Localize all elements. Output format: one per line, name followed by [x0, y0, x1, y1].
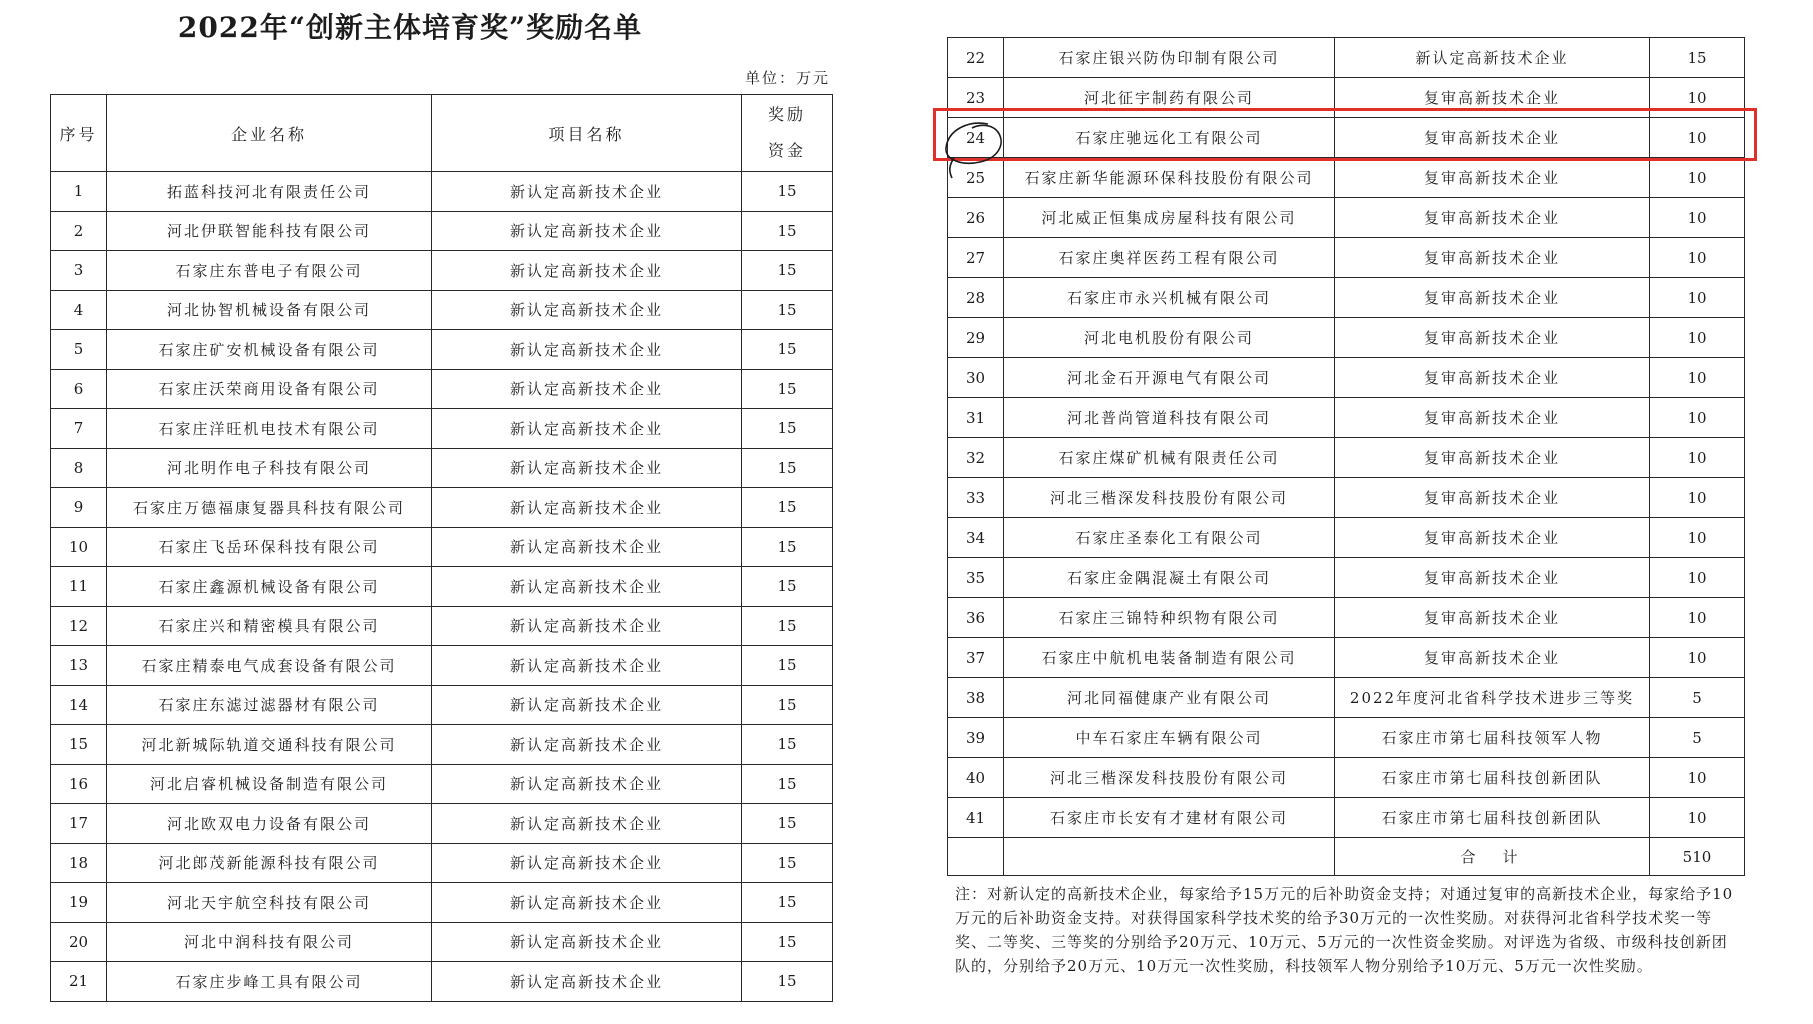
row-amount: 10: [1650, 358, 1745, 398]
header-award: [742, 95, 833, 172]
table-row: [51, 527, 833, 567]
footnote: 注：对新认定的高新技术企业，每家给予15万元的后补助资金支持；对通过复审的高新技术企业，每家给予10万元的后补助资金支持。对获得国家科学技术奖的给予30万元的一次性奖励。对获得河北省科学技术奖一等奖、二等奖、三等奖的分别给予20万元、10万元、5万元的一次性资金奖励。对评选为省级、市级科技创新团队的，分别给予20万元、10万元一次性奖励，科技领军人物分别给予10万元、5万元一次性奖励。: [955, 885, 1734, 975]
row-company: 石家庄市长安有才建材有限公司: [1004, 798, 1335, 838]
row-company: 河北电机股份有限公司: [1004, 318, 1335, 358]
table-row: [51, 330, 833, 370]
table-row: [51, 369, 833, 409]
row-project: 新认定高新技术企业: [432, 883, 742, 923]
award-table-left: [50, 94, 833, 1002]
row-company: 石家庄奥祥医药工程有限公司: [1004, 238, 1335, 278]
row-index: 14: [51, 685, 107, 725]
row-amount: 15: [742, 843, 833, 883]
row-company: 石家庄东滤过滤器材有限公司: [107, 685, 432, 725]
table-row: [948, 398, 1745, 438]
row-project: 新认定高新技术企业: [432, 488, 742, 528]
row-project: 新认定高新技术企业: [432, 330, 742, 370]
row-project: 复审高新技术企业: [1335, 438, 1650, 478]
row-company: 石家庄飞岳环保科技有限公司: [107, 527, 432, 567]
table-row: [948, 798, 1745, 838]
row-amount: 15: [742, 764, 833, 804]
row-project: 新认定高新技术企业: [432, 290, 742, 330]
table-row: [51, 883, 833, 923]
row-index: 1: [51, 172, 107, 212]
row-project: 复审高新技术企业: [1335, 358, 1650, 398]
row-index: 21: [51, 962, 107, 1002]
table-row: [51, 488, 833, 528]
header-index: 序号: [51, 95, 107, 172]
row-project: 新认定高新技术企业: [432, 685, 742, 725]
row-project: 新认定高新技术企业: [1335, 38, 1650, 78]
row-amount: 10: [1650, 558, 1745, 598]
row-index: 33: [948, 478, 1004, 518]
table-row: [51, 172, 833, 212]
row-project: 复审高新技术企业: [1335, 638, 1650, 678]
row-amount: 10: [1650, 438, 1745, 478]
row-index: 4: [51, 290, 107, 330]
row-amount: 10: [1650, 238, 1745, 278]
table-row: [948, 598, 1745, 638]
row-index: 26: [948, 198, 1004, 238]
row-project: 新认定高新技术企业: [432, 448, 742, 488]
row-company: 河北金石开源电气有限公司: [1004, 358, 1335, 398]
total-amount: 510: [1650, 838, 1745, 876]
row-index: 40: [948, 758, 1004, 798]
row-company: 石家庄金隅混凝土有限公司: [1004, 558, 1335, 598]
row-index: 20: [51, 922, 107, 962]
row-project: 新认定高新技术企业: [432, 843, 742, 883]
row-project: 新认定高新技术企业: [432, 764, 742, 804]
row-index: 23: [948, 78, 1004, 118]
row-company: 河北中润科技有限公司: [107, 922, 432, 962]
row-index: 2: [51, 211, 107, 251]
row-amount: 10: [1650, 158, 1745, 198]
row-index: 29: [948, 318, 1004, 358]
row-amount: 5: [1650, 718, 1745, 758]
row-index: 27: [948, 238, 1004, 278]
row-amount: 5: [1650, 678, 1745, 718]
row-company: 石家庄三锦特种织物有限公司: [1004, 598, 1335, 638]
row-index: 41: [948, 798, 1004, 838]
header-project: 项目名称: [432, 95, 742, 172]
row-amount: 10: [1650, 78, 1745, 118]
table-body-left: [51, 172, 833, 1002]
row-company: 石家庄新华能源环保科技股份有限公司: [1004, 158, 1335, 198]
row-index: 19: [51, 883, 107, 923]
row-company: 拓蓝科技河北有限责任公司: [107, 172, 432, 212]
row-project: 新认定高新技术企业: [432, 172, 742, 212]
table-row: [51, 843, 833, 883]
row-project: 复审高新技术企业: [1335, 198, 1650, 238]
row-amount: 10: [1650, 518, 1745, 558]
row-index: 24: [948, 118, 1004, 158]
row-index: 22: [948, 38, 1004, 78]
row-company: 石家庄沃荣商用设备有限公司: [107, 369, 432, 409]
row-amount: 15: [742, 883, 833, 923]
row-index: 8: [51, 448, 107, 488]
table-row: [948, 638, 1745, 678]
row-project: 新认定高新技术企业: [432, 606, 742, 646]
row-company: 石家庄兴和精密模具有限公司: [107, 606, 432, 646]
row-project: 新认定高新技术企业: [432, 804, 742, 844]
table-row: [51, 606, 833, 646]
row-project: 复审高新技术企业: [1335, 558, 1650, 598]
table-row: [51, 764, 833, 804]
row-company: 石家庄矿安机械设备有限公司: [107, 330, 432, 370]
row-amount: 15: [742, 725, 833, 765]
row-project: 复审高新技术企业: [1335, 78, 1650, 118]
row-amount: 15: [742, 369, 833, 409]
row-amount: 15: [742, 606, 833, 646]
row-index: 35: [948, 558, 1004, 598]
row-company: 河北威正恒集成房屋科技有限公司: [1004, 198, 1335, 238]
row-index: 36: [948, 598, 1004, 638]
row-index: 32: [948, 438, 1004, 478]
table-row: [51, 409, 833, 449]
row-index: 11: [51, 567, 107, 607]
row-amount: 15: [742, 330, 833, 370]
row-amount: 15: [742, 685, 833, 725]
row-amount: 10: [1650, 798, 1745, 838]
row-project: 石家庄市第七届科技创新团队: [1335, 798, 1650, 838]
row-amount: 10: [1650, 598, 1745, 638]
row-amount: 15: [742, 448, 833, 488]
table-row: [51, 290, 833, 330]
row-amount: 15: [742, 488, 833, 528]
row-company: 石家庄市永兴机械有限公司: [1004, 278, 1335, 318]
row-amount: 15: [742, 211, 833, 251]
total-empty-cell: [1004, 838, 1335, 876]
row-company: 河北普尚管道科技有限公司: [1004, 398, 1335, 438]
table-row: [948, 558, 1745, 598]
row-company: 河北同福健康产业有限公司: [1004, 678, 1335, 718]
table-row: [948, 678, 1745, 718]
table-row: [51, 646, 833, 686]
row-index: 13: [51, 646, 107, 686]
row-company: 河北启睿机械设备制造有限公司: [107, 764, 432, 804]
row-amount: 15: [742, 804, 833, 844]
header-award-line1: 奖励: [767, 105, 806, 124]
row-project: 新认定高新技术企业: [432, 962, 742, 1002]
row-amount: 15: [742, 962, 833, 1002]
row-company: 石家庄中航机电装备制造有限公司: [1004, 638, 1335, 678]
row-amount: 15: [742, 567, 833, 607]
total-empty-cell: [948, 838, 1004, 876]
row-company: 中车石家庄车辆有限公司: [1004, 718, 1335, 758]
table-row: [51, 448, 833, 488]
row-amount: 15: [742, 922, 833, 962]
row-amount: 10: [1650, 758, 1745, 798]
row-project: 新认定高新技术企业: [432, 409, 742, 449]
table-row: [51, 685, 833, 725]
row-company: 石家庄万德福康复器具科技有限公司: [107, 488, 432, 528]
row-index: 39: [948, 718, 1004, 758]
highlight-box: [933, 108, 1757, 161]
table-row: [51, 962, 833, 1002]
row-index: 5: [51, 330, 107, 370]
total-label: 合 计: [1335, 838, 1650, 876]
row-project: 复审高新技术企业: [1335, 398, 1650, 438]
row-index: 37: [948, 638, 1004, 678]
row-index: 38: [948, 678, 1004, 718]
row-index: 10: [51, 527, 107, 567]
header-company: 企业名称: [107, 95, 432, 172]
unit-label: 单位：万元: [744, 69, 830, 87]
row-project: 新认定高新技术企业: [432, 527, 742, 567]
row-index: 25: [948, 158, 1004, 198]
row-index: 34: [948, 518, 1004, 558]
table-row: [948, 278, 1745, 318]
row-index: 12: [51, 606, 107, 646]
row-project: 复审高新技术企业: [1335, 318, 1650, 358]
row-company: 河北三楷深发科技股份有限公司: [1004, 478, 1335, 518]
table-row: [948, 358, 1745, 398]
row-project: 新认定高新技术企业: [432, 567, 742, 607]
table-row: [948, 478, 1745, 518]
table-row: [51, 567, 833, 607]
row-index: 30: [948, 358, 1004, 398]
row-project: 复审高新技术企业: [1335, 158, 1650, 198]
table-row: [948, 158, 1745, 198]
table-row: [948, 518, 1745, 558]
row-amount: 15: [742, 290, 833, 330]
row-company: 石家庄步峰工具有限公司: [107, 962, 432, 1002]
row-project: 2022年度河北省科学技术进步三等奖: [1335, 678, 1650, 718]
table-header-row: [51, 95, 833, 172]
row-project: 新认定高新技术企业: [432, 251, 742, 291]
row-amount: 15: [1650, 38, 1745, 78]
row-amount: 10: [1650, 118, 1745, 158]
row-company: 河北明作电子科技有限公司: [107, 448, 432, 488]
row-company: 石家庄精泰电气成套设备有限公司: [107, 646, 432, 686]
table-row: [51, 804, 833, 844]
row-amount: 10: [1650, 398, 1745, 438]
table-row: [51, 251, 833, 291]
row-index: 28: [948, 278, 1004, 318]
table-row: [948, 718, 1745, 758]
row-company: 河北欧双电力设备有限公司: [107, 804, 432, 844]
row-company: 石家庄圣泰化工有限公司: [1004, 518, 1335, 558]
row-company: 石家庄洋旺机电技术有限公司: [107, 409, 432, 449]
row-amount: 10: [1650, 198, 1745, 238]
total-row: [948, 838, 1745, 876]
row-index: 9: [51, 488, 107, 528]
table-row: [948, 758, 1745, 798]
row-amount: 15: [742, 172, 833, 212]
row-project: 复审高新技术企业: [1335, 278, 1650, 318]
row-amount: 10: [1650, 318, 1745, 358]
row-project: 复审高新技术企业: [1335, 518, 1650, 558]
hand-drawn-circle-icon: [940, 118, 1020, 188]
row-index: 6: [51, 369, 107, 409]
row-index: 16: [51, 764, 107, 804]
table-row: [948, 438, 1745, 478]
row-amount: 15: [742, 646, 833, 686]
table-row: [51, 211, 833, 251]
row-project: 新认定高新技术企业: [432, 369, 742, 409]
table-row: [948, 238, 1745, 278]
row-project: 新认定高新技术企业: [432, 922, 742, 962]
row-index: 3: [51, 251, 107, 291]
row-project: 复审高新技术企业: [1335, 598, 1650, 638]
row-index: 7: [51, 409, 107, 449]
table-row: [948, 38, 1745, 78]
row-company: 石家庄鑫源机械设备有限公司: [107, 567, 432, 607]
row-project: 石家庄市第七届科技领军人物: [1335, 718, 1650, 758]
row-index: 15: [51, 725, 107, 765]
row-company: 河北协智机械设备有限公司: [107, 290, 432, 330]
row-amount: 15: [742, 409, 833, 449]
table-row: [948, 198, 1745, 238]
row-company: 石家庄煤矿机械有限责任公司: [1004, 438, 1335, 478]
row-index: 17: [51, 804, 107, 844]
row-amount: 10: [1650, 278, 1745, 318]
row-company: 河北新城际轨道交通科技有限公司: [107, 725, 432, 765]
row-project: 复审高新技术企业: [1335, 118, 1650, 158]
row-index: 31: [948, 398, 1004, 438]
page-title: 2022年“创新主体培育奖”奖励名单: [177, 11, 643, 44]
row-project: 新认定高新技术企业: [432, 211, 742, 251]
row-company: 河北伊联智能科技有限公司: [107, 211, 432, 251]
row-company: 河北郎茂新能源科技有限公司: [107, 843, 432, 883]
row-amount: 10: [1650, 478, 1745, 518]
row-project: 石家庄市第七届科技创新团队: [1335, 758, 1650, 798]
row-company: 石家庄驰远化工有限公司: [1004, 118, 1335, 158]
row-amount: 15: [742, 527, 833, 567]
row-company: 河北征宇制药有限公司: [1004, 78, 1335, 118]
row-amount: 10: [1650, 638, 1745, 678]
row-company: 河北三楷深发科技股份有限公司: [1004, 758, 1335, 798]
row-company: 河北天宇航空科技有限公司: [107, 883, 432, 923]
row-project: 新认定高新技术企业: [432, 646, 742, 686]
award-table-right: [947, 37, 1745, 876]
row-amount: 15: [742, 251, 833, 291]
row-project: 复审高新技术企业: [1335, 478, 1650, 518]
table-row: [51, 725, 833, 765]
row-project: 新认定高新技术企业: [432, 725, 742, 765]
row-company: 石家庄东普电子有限公司: [107, 251, 432, 291]
row-project: 复审高新技术企业: [1335, 238, 1650, 278]
table-row: [948, 318, 1745, 358]
row-company: 石家庄银兴防伪印制有限公司: [1004, 38, 1335, 78]
table-row: [51, 922, 833, 962]
row-index: 18: [51, 843, 107, 883]
header-award-line2: 资金: [767, 141, 806, 160]
